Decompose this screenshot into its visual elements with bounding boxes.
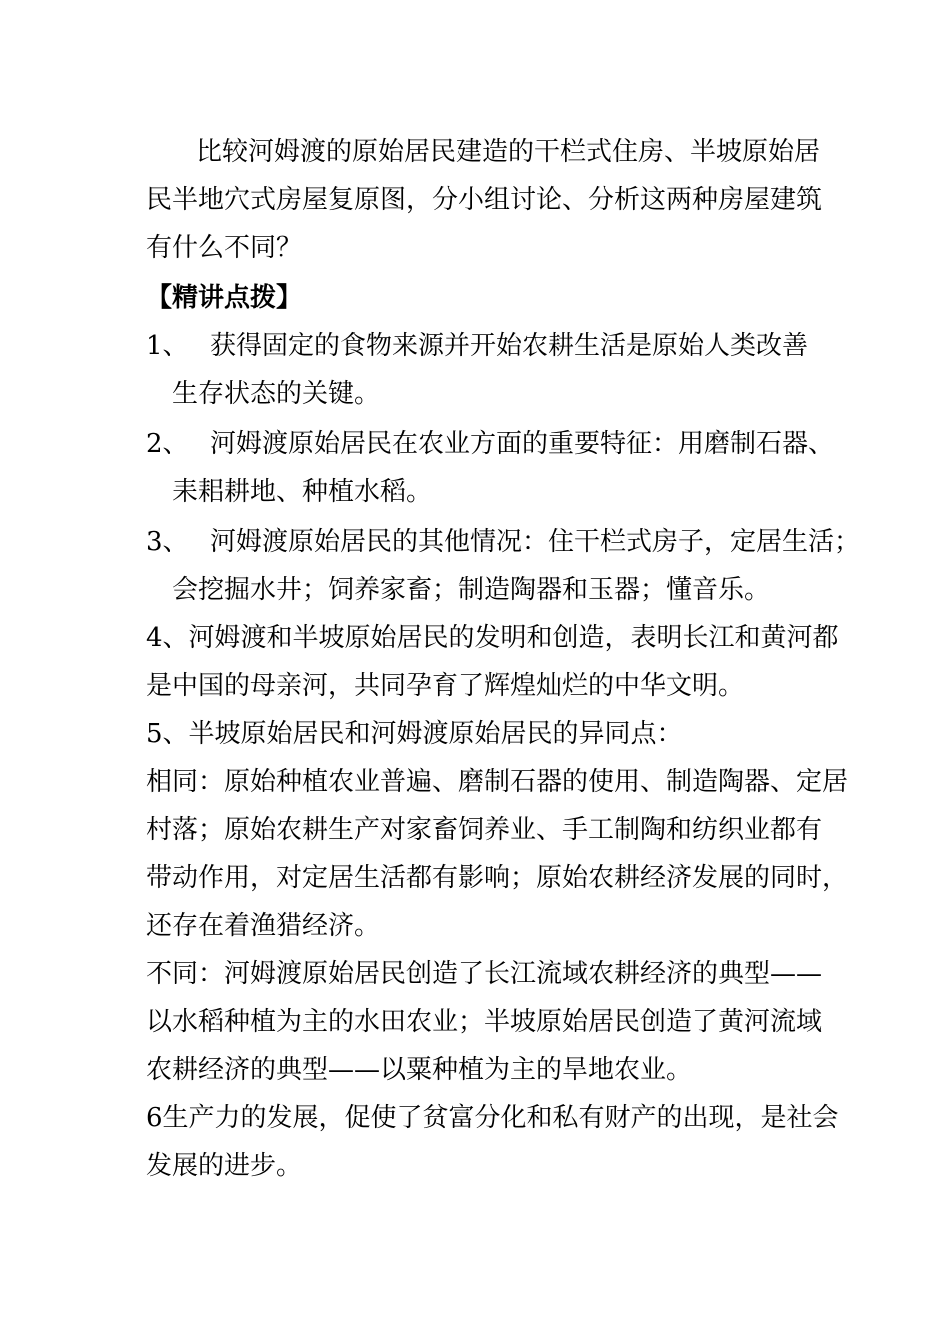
point-text: 农耕经济的典型——以粟种植为主的旱地农业。: [146, 1055, 693, 1085]
point-text: 河姆渡原始居民在农业方面的重要特征：用磨制石器、: [210, 429, 835, 459]
point-text: 带动作用，对定居生活都有影响；原始农耕经济发展的同时，: [146, 863, 849, 893]
point-text: 获得固定的食物来源并开始农耕生活是原始人类改善: [210, 331, 809, 361]
point-text: 生存状态的关键。: [172, 379, 381, 409]
section-heading: 【精讲点拨】: [146, 283, 303, 313]
intro-line: 有什么不同？: [146, 233, 303, 263]
point-text: 河姆渡原始居民的其他情况：住干栏式房子，定居生活；: [210, 527, 861, 557]
point-text: 6生产力的发展，促使了贫富分化和私有财产的出现，是社会: [146, 1103, 839, 1133]
point-number: 2、: [146, 429, 189, 459]
intro-line: 比较河姆渡的原始居民建造的干栏式住房、半坡原始居: [196, 137, 821, 167]
point-text: 4、河姆渡和半坡原始居民的发明和创造，表明长江和黄河都: [146, 623, 839, 653]
intro-line: 民半地穴式房屋复原图，分小组讨论、分析这两种房屋建筑: [146, 185, 823, 215]
point-number: 3、: [146, 527, 189, 557]
intro-paragraph: [146, 128, 826, 272]
point-text: 相同：原始种植农业普遍、磨制石器的使用、制造陶器、定居: [146, 767, 849, 797]
point-text: 还存在着渔猎经济。: [146, 911, 381, 941]
point-text: 会挖掘水井；饲养家畜；制造陶器和玉器；懂音乐。: [172, 575, 771, 605]
point-text: 是中国的母亲河，共同孕育了辉煌灿烂的中华文明。: [146, 671, 745, 701]
point-text: 发展的进步。: [146, 1151, 303, 1181]
point-text: 以水稻种植为主的水田农业；半坡原始居民创造了黄河流域: [146, 1007, 823, 1037]
point-1: [146, 322, 826, 418]
point-title: 5、半坡原始居民和河姆渡原始居民的异同点：: [146, 719, 683, 749]
point-text: 不同：河姆渡原始居民创造了长江流域农耕经济的典型——: [146, 959, 823, 989]
point-number: 1、: [146, 331, 189, 361]
point-text: 村落；原始农耕生产对家畜饲养业、手工制陶和纺织业都有: [146, 815, 823, 845]
point-text: 耒耜耕地、种植水稻。: [172, 477, 433, 507]
similarities-paragraph: [146, 758, 849, 950]
point-3: [146, 518, 861, 614]
point-5: [146, 710, 849, 1094]
point-2: [146, 420, 835, 516]
point-4: [146, 614, 839, 710]
document-body: [146, 128, 861, 1190]
differences-paragraph: [146, 950, 826, 1094]
point-6: [146, 1094, 839, 1190]
